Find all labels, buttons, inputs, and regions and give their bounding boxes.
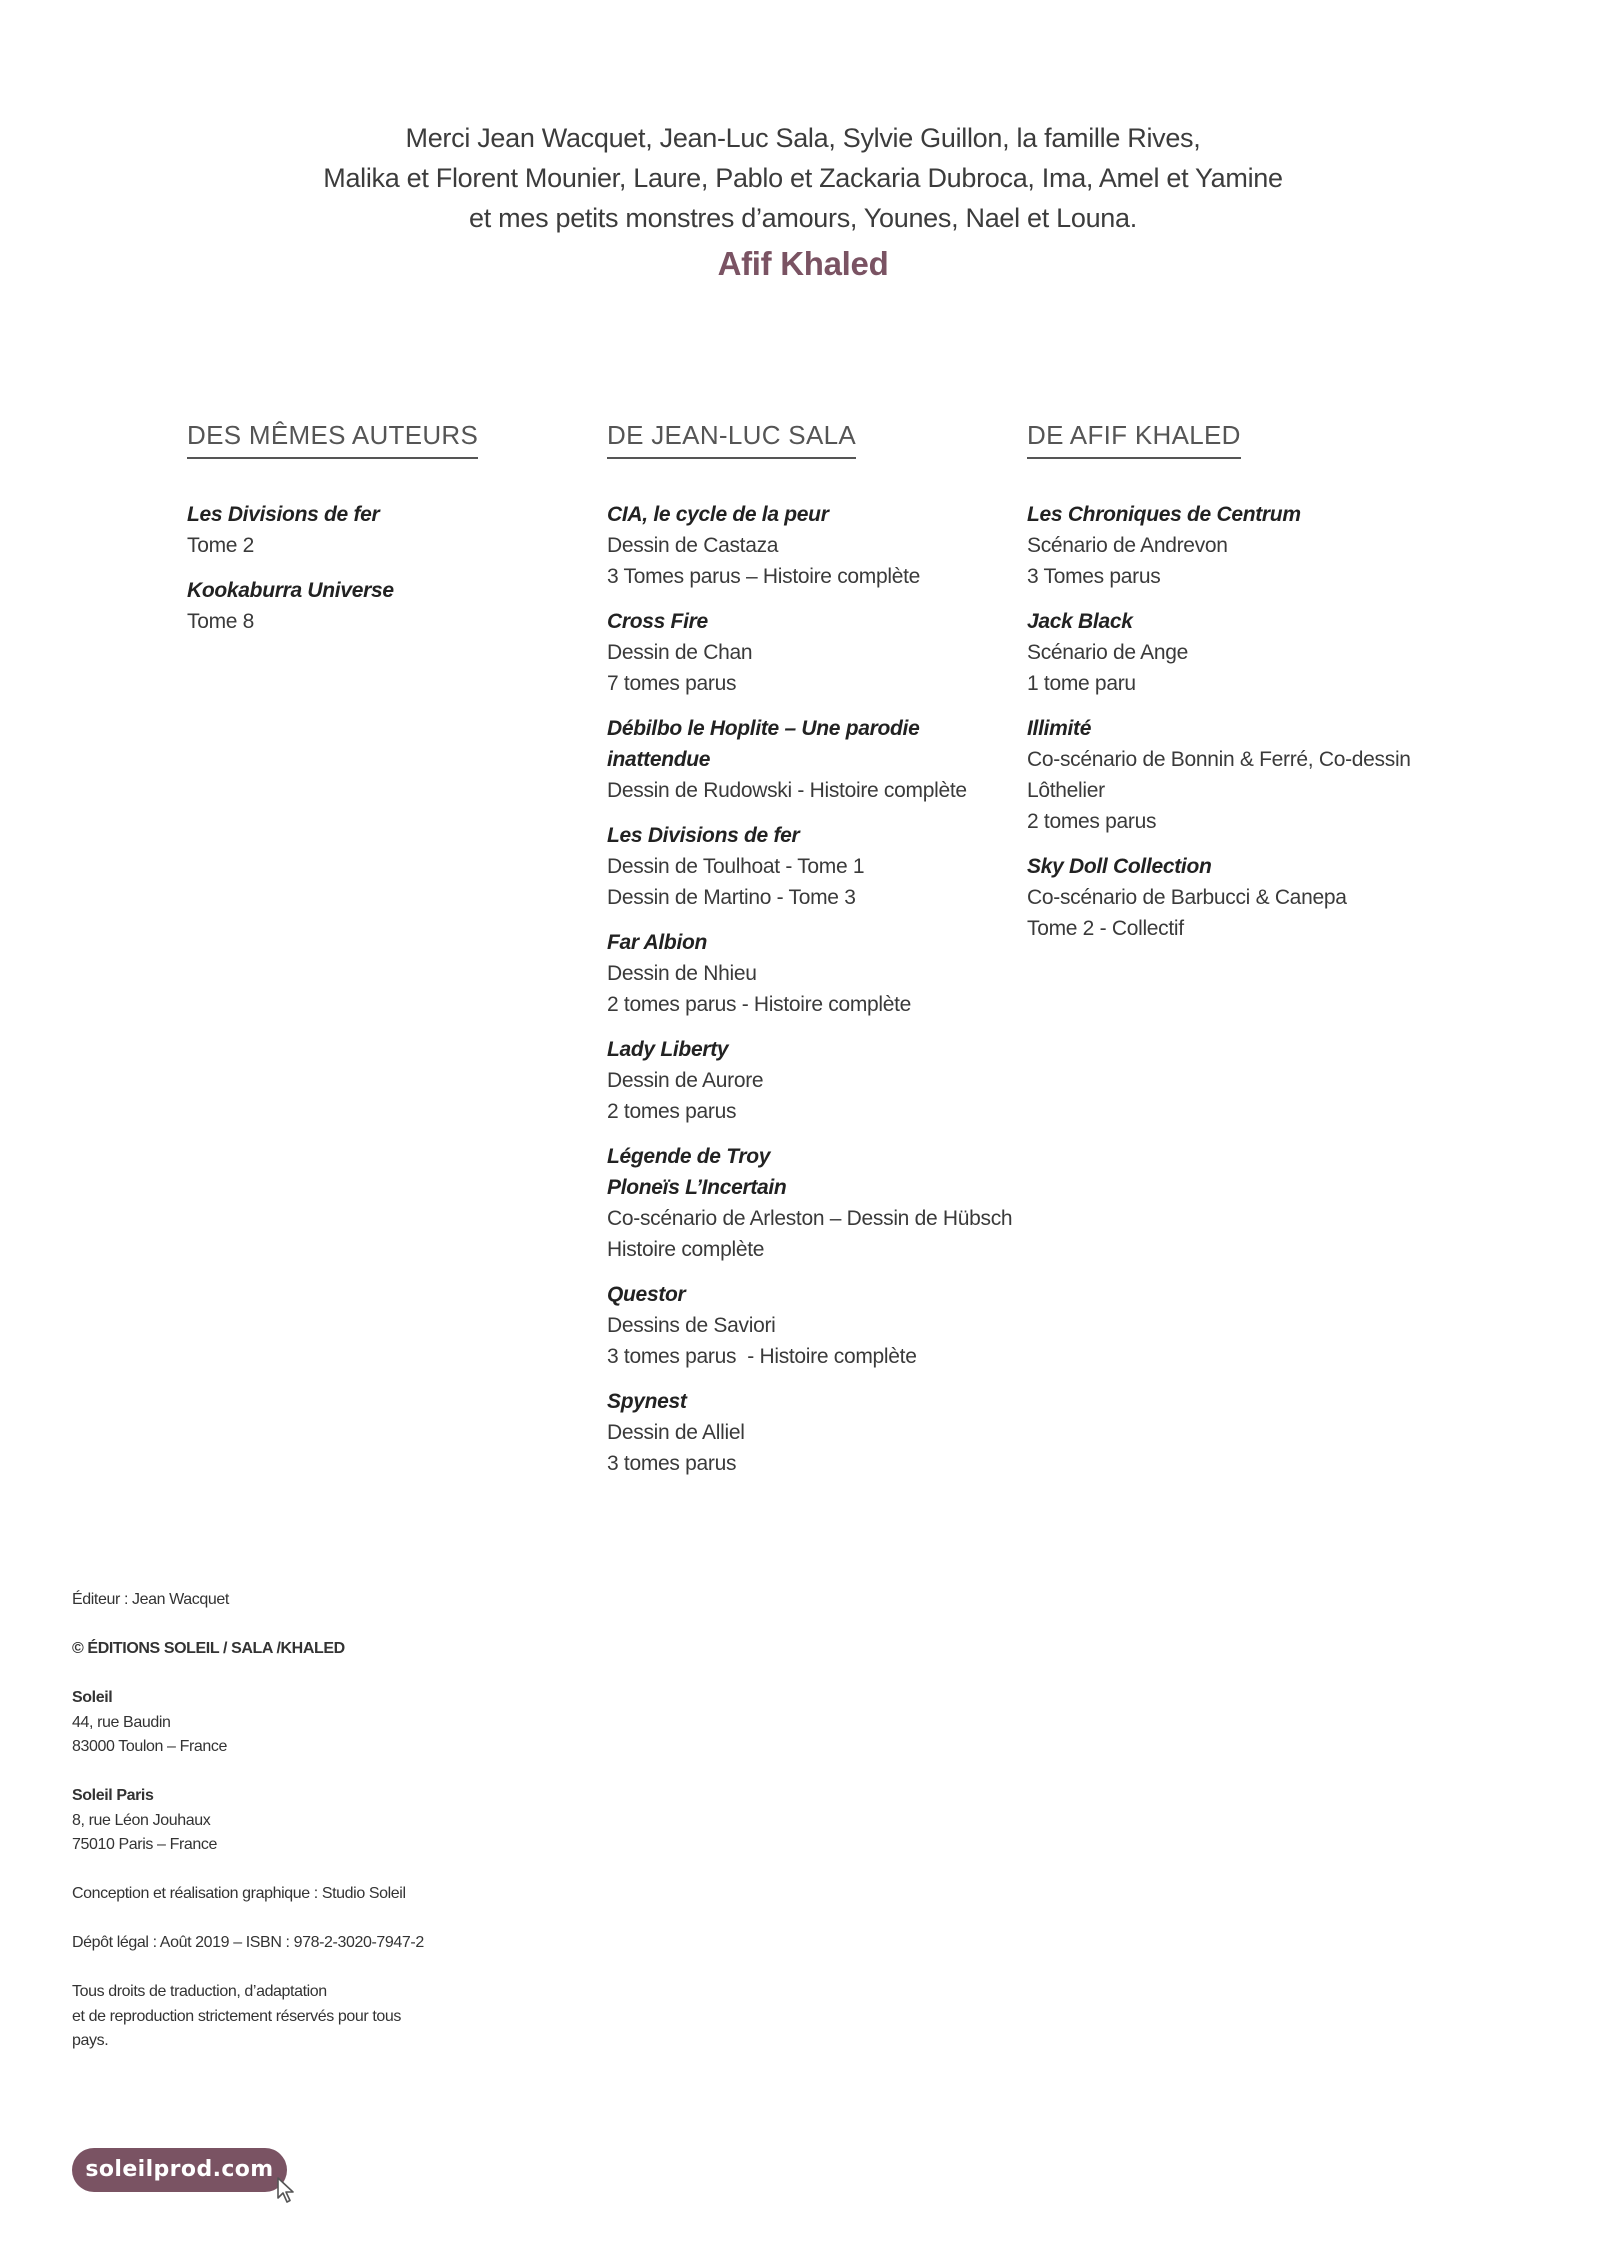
book-title: Légende de Troy xyxy=(607,1145,771,1168)
book-title-second-line: Ploneïs L’Incertain xyxy=(607,1176,787,1199)
book-detail: Histoire complète xyxy=(607,1238,765,1261)
column-title: DES MÊMES AUTEURS xyxy=(187,420,478,459)
book-detail: 2 tomes parus xyxy=(607,1100,737,1123)
book-entry xyxy=(1027,851,1487,944)
book-title: Questor xyxy=(607,1283,686,1306)
book-title: Far Albion xyxy=(607,931,708,954)
acknowledgements xyxy=(0,118,1606,284)
book-detail: Dessin de Martino - Tome 3 xyxy=(607,886,856,909)
publisher-address-paris xyxy=(72,1784,432,1858)
book-title: Débilbo le Hoplite – Une parodie inattendue xyxy=(607,717,920,771)
acknowledgement-line: Merci Jean Wacquet, Jean-Luc Sala, Sylvie Guillon, la famille Rives, xyxy=(405,123,1201,153)
book-title: Illimité xyxy=(1027,717,1092,740)
book-title: Sky Doll Collection xyxy=(1027,855,1212,878)
address-line: 83000 Toulon – France xyxy=(72,1738,227,1755)
book-title: CIA, le cycle de la peur xyxy=(607,503,829,526)
book-title: Lady Liberty xyxy=(607,1038,729,1061)
book-title: Cross Fire xyxy=(607,610,708,633)
book-title: Spynest xyxy=(607,1390,687,1413)
acknowledgement-line: et mes petits monstres d’amours, Younes, Nael et Louna. xyxy=(469,203,1137,233)
book-detail: Dessin de Toulhoat - Tome 1 xyxy=(607,855,865,878)
book-entry xyxy=(187,499,587,561)
book-detail: Dessins de Saviori xyxy=(607,1314,776,1337)
book-title: Kookaburra Universe xyxy=(187,579,394,602)
book-detail: 2 tomes parus - Histoire complète xyxy=(607,993,912,1016)
bibliography-column-afif-khaled xyxy=(1027,420,1487,958)
imprint xyxy=(72,1588,432,2078)
book-detail: Scénario de Andrevon xyxy=(1027,534,1228,557)
book-detail: 3 tomes parus - Histoire complète xyxy=(607,1345,917,1368)
book-entry xyxy=(1027,606,1487,699)
book-detail: Dessin de Castaza xyxy=(607,534,779,557)
book-title: Jack Black xyxy=(1027,610,1133,633)
bibliography-column-jean-luc-sala xyxy=(607,420,1027,1493)
book-detail: Dessin de Alliel xyxy=(607,1421,745,1444)
rights-line: pays. xyxy=(72,2032,109,2049)
book-entry xyxy=(607,927,1027,1020)
book-detail: Dessin de Rudowski - Histoire complète xyxy=(607,779,967,802)
book-entry xyxy=(607,1386,1027,1479)
book-entry xyxy=(607,820,1027,913)
arrow-cursor-icon xyxy=(276,2176,300,2204)
book-detail: 7 tomes parus xyxy=(607,672,737,695)
book-entry xyxy=(607,1034,1027,1127)
rights-line: Tous droits de traduction, d’adaptation xyxy=(72,1983,327,2000)
column-title: DE AFIF KHALED xyxy=(1027,420,1241,459)
publisher-address-toulon xyxy=(72,1686,432,1760)
book-detail: Tome 8 xyxy=(187,610,255,633)
address-line: 44, rue Baudin xyxy=(72,1713,171,1731)
rights-line: et de reproduction strictement réservés pour tous xyxy=(72,2007,402,2025)
book-detail: 3 Tomes parus – Histoire complète xyxy=(607,565,921,588)
signature: Afif Khaled xyxy=(717,245,889,282)
book-detail: Scénario de Ange xyxy=(1027,641,1188,664)
acknowledgement-line: Malika et Florent Mounier, Laure, Pablo et Zackaria Dubroca, Ima, Amel et Yamine xyxy=(323,163,1283,193)
publisher-name: Soleil xyxy=(72,1689,113,1706)
book-detail: 3 tomes parus xyxy=(607,1452,737,1475)
soleilprod-link[interactable]: soleilprod.com xyxy=(72,2148,287,2192)
book-detail: Co-scénario de Bonnin & Ferré, Co-dessin Lôthelier xyxy=(1027,748,1411,802)
book-title: Les Divisions de fer xyxy=(187,503,380,526)
design-credit: Conception et réalisation graphique : Studio Soleil xyxy=(72,1885,406,1902)
book-entry xyxy=(607,1141,1027,1265)
address-line: 8, rue Léon Jouhaux xyxy=(72,1811,211,1829)
book-detail: Co-scénario de Arleston – Dessin de Hübsch xyxy=(607,1207,1013,1230)
rights-notice xyxy=(72,1980,432,2054)
book-detail: Tome 2 xyxy=(187,534,255,557)
book-entry xyxy=(607,1279,1027,1372)
book-detail: 1 tome paru xyxy=(1027,672,1136,695)
book-detail: Co-scénario de Barbucci & Canepa xyxy=(1027,886,1347,909)
book-detail: 2 tomes parus xyxy=(1027,810,1157,833)
publisher-name: Soleil Paris xyxy=(72,1787,154,1804)
editor-credit: Éditeur : Jean Wacquet xyxy=(72,1591,229,1608)
bibliography-column-same-authors xyxy=(187,420,587,651)
column-title: DE JEAN-LUC SALA xyxy=(607,420,856,459)
book-entry xyxy=(607,499,1027,592)
book-title: Les Chroniques de Centrum xyxy=(1027,503,1301,526)
book-entry xyxy=(607,713,1027,806)
book-detail: Dessin de Aurore xyxy=(607,1069,764,1092)
book-entry xyxy=(187,575,587,637)
book-detail: 3 Tomes parus xyxy=(1027,565,1161,588)
book-detail: Dessin de Chan xyxy=(607,641,753,664)
book-detail: Tome 2 - Collectif xyxy=(1027,917,1184,940)
book-title: Les Divisions de fer xyxy=(607,824,800,847)
book-entry xyxy=(1027,499,1487,592)
copyright-notice: © ÉDITIONS SOLEIL / SALA /KHALED xyxy=(72,1640,345,1657)
book-detail: Dessin de Nhieu xyxy=(607,962,757,985)
book-entry xyxy=(607,606,1027,699)
legal-deposit: Dépôt légal : Août 2019 – ISBN : 978-2-3020-7947-2 xyxy=(72,1934,424,1951)
address-line: 75010 Paris – France xyxy=(72,1836,217,1853)
book-entry xyxy=(1027,713,1487,837)
